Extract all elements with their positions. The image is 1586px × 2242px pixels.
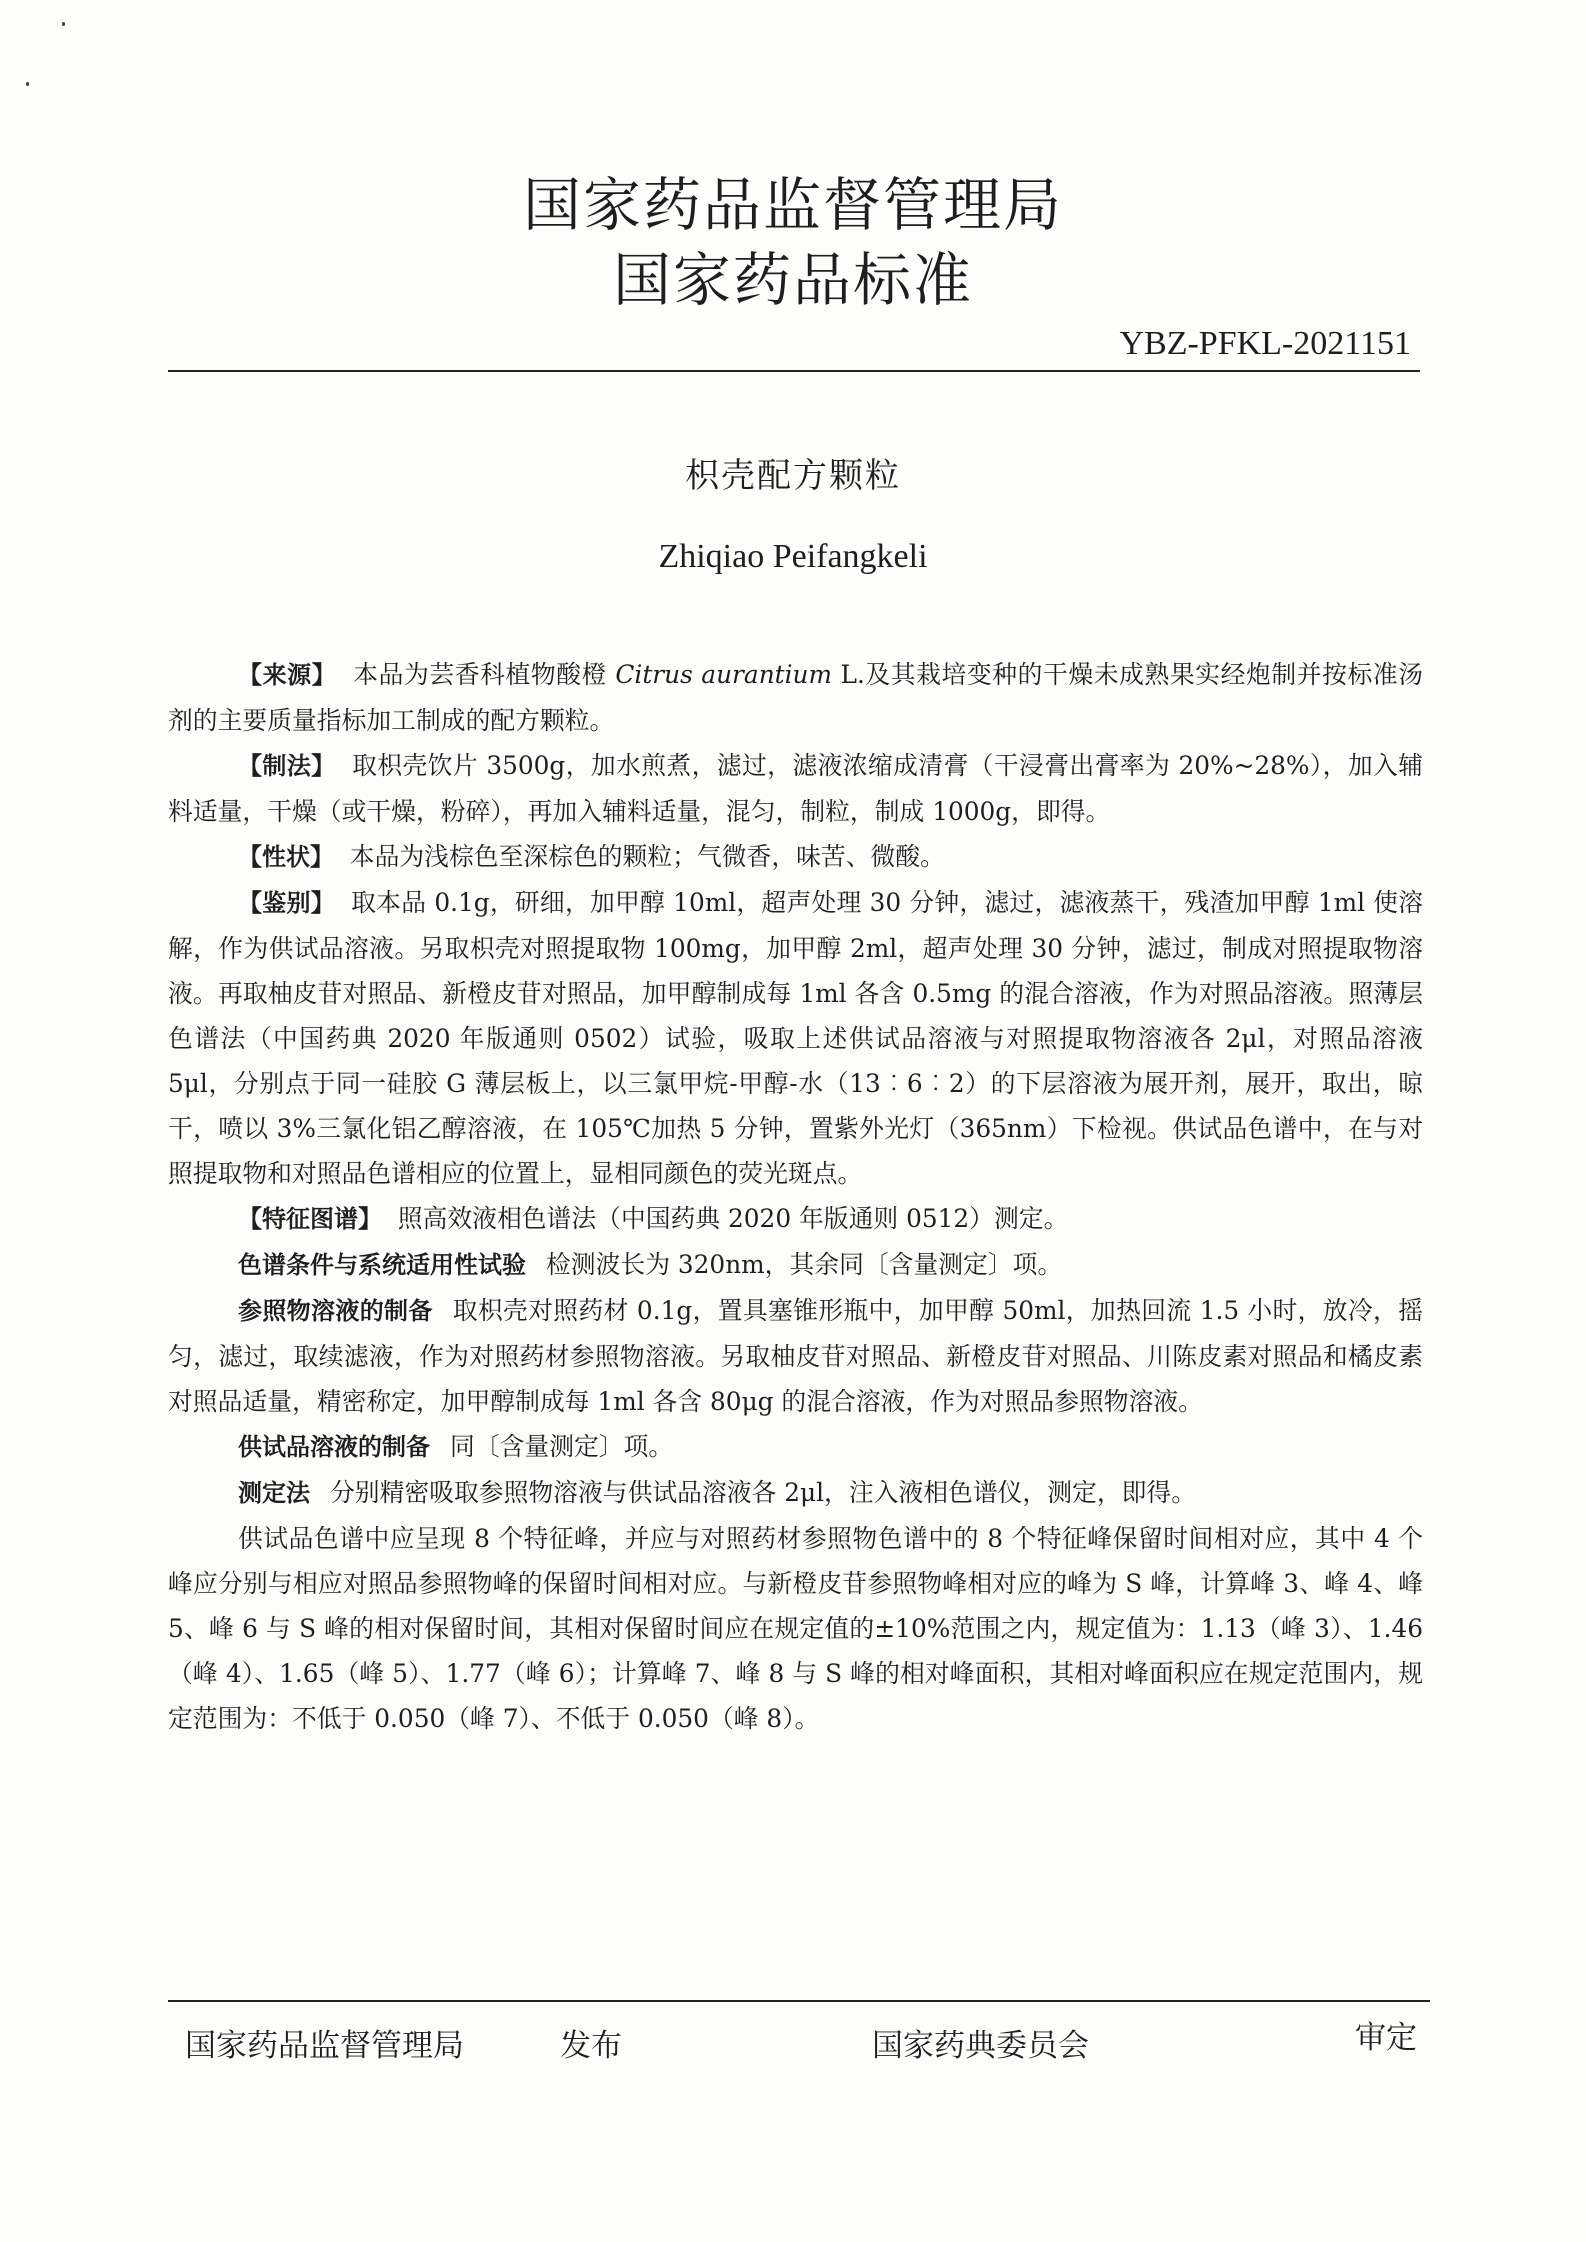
section-label: 【特征图谱】 [238,1205,382,1233]
footer-review-verb: 审定 [1355,2020,1417,2056]
standard-title: 国家药品标准 [612,246,973,314]
footer-issuer: 国家药品监督管理局 [185,2028,464,2064]
product-name-cn: 枳壳配方颗粒 [685,456,901,496]
section-label: 【鉴别】 [238,889,335,917]
section-text: 本品为浅棕色至深棕色的颗粒；气微香，味苦、微酸。 [349,842,945,871]
fingerprint-result [168,1516,1423,1741]
fingerprint-conditions [168,1242,1423,1288]
agency-title: 国家药品监督管理局 [522,171,1063,239]
section-label: 【制法】 [238,752,336,780]
section-text: 本品为芸香科植物酸橙 [353,660,616,689]
section-text: 供试品色谱中应呈现 8 个特征峰，并应与对照药材参照物色谱中的 8 个特征峰保留时间相对应，其中 4 个峰应分别与相应对照品参照物峰的保留时间相对应。与新橙皮苷参照物峰相对应的峰为 S 峰，计算峰 3、峰 4、峰 5、峰 6 与 S 峰的相对保留时间，其相对保留时间应在规定值的±10%范围之内，规定值为：1.13（峰 3）、1.46（峰 4）、1.65（峰 5）、1.77（峰 6）；计算峰 7、峰 8 与 S 峰的相对峰面积，其相对峰面积应在规定范围内，规定范围为：不低于 0.050（峰 7）、不低于 0.050（峰 8）。 [168,1524,1423,1733]
fingerprint-test-solution [168,1424,1423,1470]
subsection-label: 参照物溶液的制备 [238,1297,433,1325]
section-text: 同〔含量测定〕项。 [450,1432,674,1461]
footer-issue-verb: 发布 [560,2028,622,2064]
section-text: 取枳壳饮片 3500g，加水煎煮，滤过，滤液浓缩成清膏（干浸膏出膏率为 20%~28%），加入辅料适量，干燥（或干燥，粉碎），再加入辅料适量，混匀，制粒，制成 1000g，即得。 [168,751,1423,826]
section-text: 取枳壳对照药材 0.1g，置具塞锥形瓶中，加甲醇 50ml，加热回流 1.5 小时，放冷，摇匀，滤过，取续滤液，作为对照药材参照物溶液。另取柚皮苷对照品、新橙皮苷对照品、川陈皮素对照品和橘皮素对照品适量，精密称定，加甲醇制成每 1ml 各含 80μg 的混合溶液，作为对照品参照物溶液。 [168,1296,1423,1416]
product-name-en: Zhiqiao Peifangkeli [658,538,928,575]
fingerprint-reference [168,1288,1423,1424]
section-text: 取本品 0.1g，研细，加甲醇 10ml，超声处理 30 分钟，滤过，滤液蒸干，残渣加甲醇 1ml 使溶解，作为供试品溶液。另取枳壳对照提取物 100mg，加甲醇 2ml，超声处理 30 分钟，滤过，制成对照提取物溶液。再取柚皮苷对照品、新橙皮苷对照品，加甲醇制成每 1ml 各含 0.5mg 的混合溶液，作为对照品溶液。照薄层色谱法（中国药典 2020 年版通则 0502）试验，吸取上述供试品溶液与对照提取物溶液各 2μl，对照品溶液 5μl，分别点于同一硅胶 G 薄层板上，以三氯甲烷-甲醇-水（13︰6︰2）的下层溶液为展开剂，展开，取出，晾干，喷以 3%三氯化铝乙醇溶液，在 105℃加热 5 分钟，置紫外光灯（365nm）下检视。供试品色谱中，在与对照提取物和对照品色谱相应的位置上，显相同颜色的荧光斑点。 [168,888,1424,1188]
section-text: 照高效液相色谱法（中国药典 2020 年版通则 0512）测定。 [397,1204,1069,1233]
section-text: L.及其栽培变种的干燥未成熟果实经炮制并按标准汤剂的主要质量指标加工制成的配方颗粒。 [168,660,1424,735]
subsection-label: 测定法 [238,1479,310,1507]
scan-speck [26,82,29,86]
section-fingerprint [168,1196,1423,1242]
section-character [168,834,1423,880]
header-divider [168,370,1420,372]
footer-divider [168,2000,1430,2002]
section-preparation [168,743,1423,834]
section-text: 检测波长为 320nm，其余同〔含量测定〕项。 [546,1250,1063,1279]
section-identification [168,880,1423,1196]
subsection-label: 供试品溶液的制备 [238,1433,430,1461]
section-source [168,652,1423,743]
document-body [168,652,1423,1741]
section-label: 【来源】 [238,661,337,689]
scan-speck [62,22,65,26]
standard-number: YBZ-PFKL-2021151 [1119,325,1411,362]
section-text: 分别精密吸取参照物溶液与供试品溶液各 2μl，注入液相色谱仪，测定，即得。 [330,1478,1197,1507]
section-label: 【性状】 [238,843,334,871]
footer-reviewer: 国家药典委员会 [872,2028,1089,2064]
subsection-label: 色谱条件与系统适用性试验 [238,1251,526,1279]
latin-name: Citrus aurantium [615,660,833,689]
fingerprint-method [168,1470,1423,1516]
